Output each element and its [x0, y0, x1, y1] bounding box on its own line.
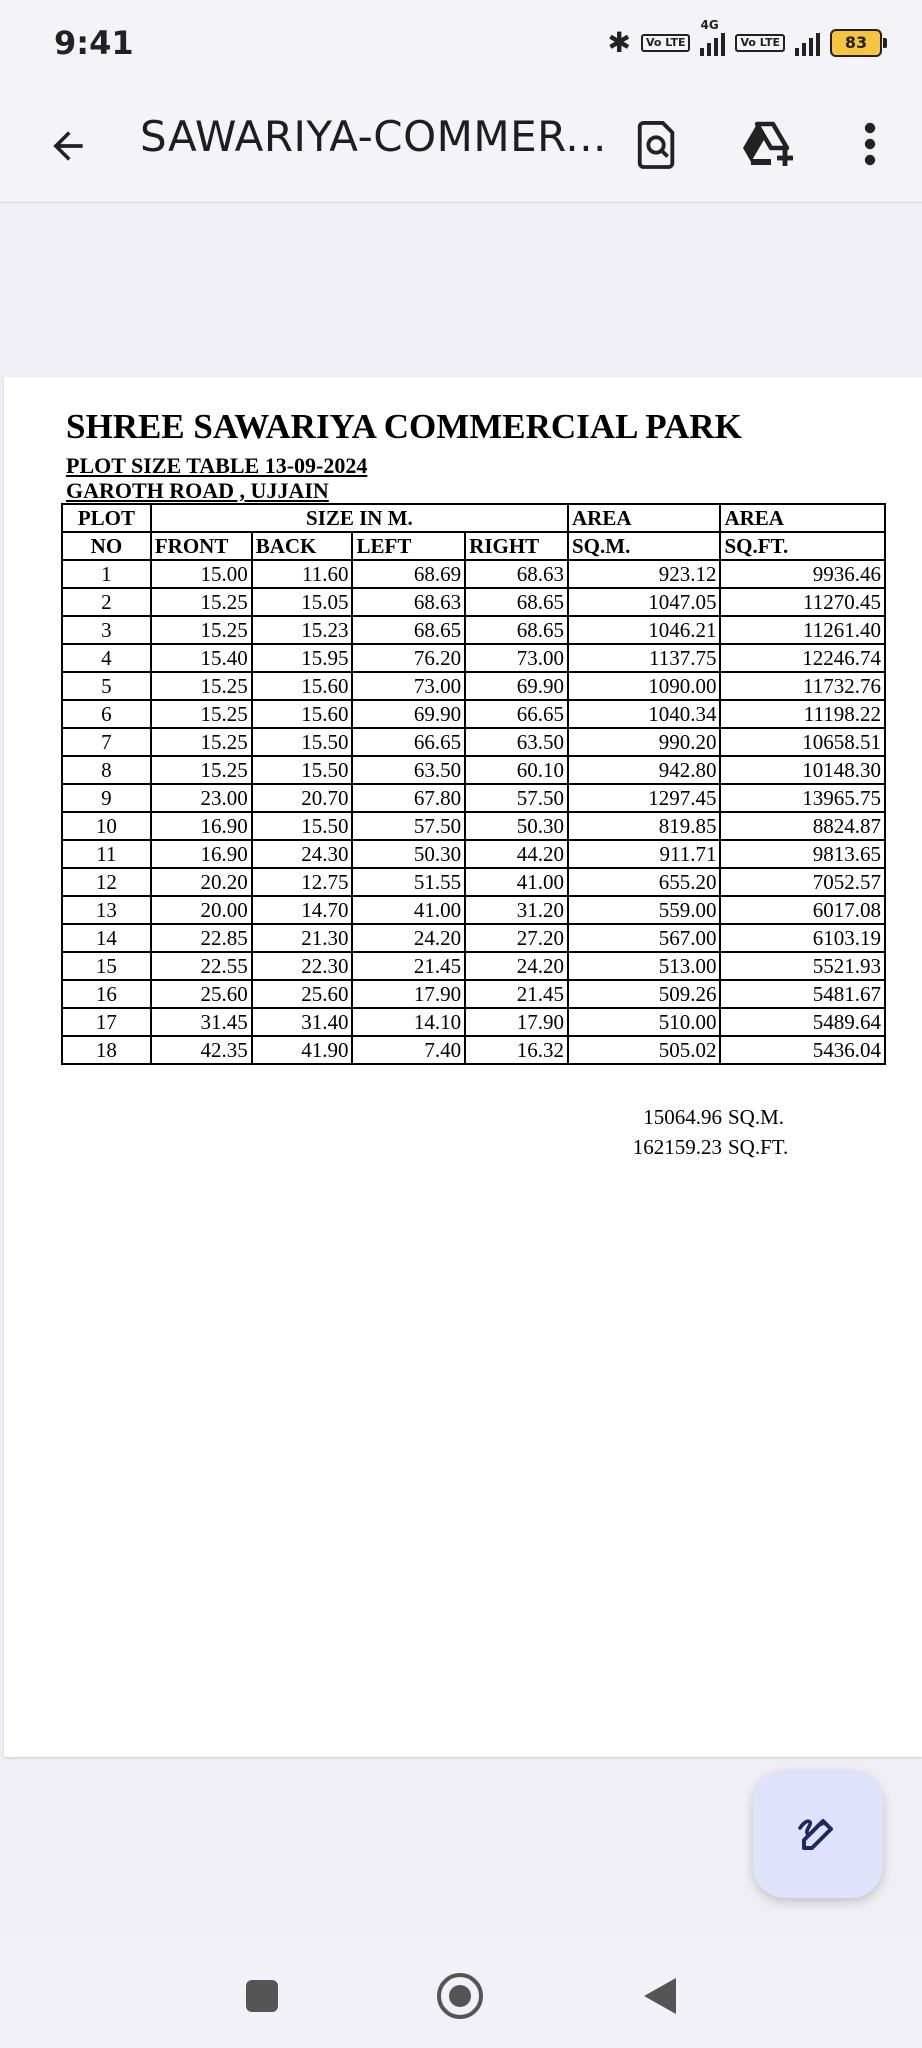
network-type: 4G: [700, 17, 719, 32]
cell-area-sqm: 510.00: [568, 1008, 720, 1036]
cell-area-sqm: 1047.05: [568, 588, 720, 616]
cell-area-sqm: 505.02: [568, 1036, 720, 1064]
cell-left: 66.65: [352, 728, 465, 756]
system-back-button[interactable]: [632, 1968, 688, 2024]
signal-icon-2: [795, 30, 820, 56]
cell-right: 31.20: [465, 896, 568, 924]
cell-back: 12.75: [252, 868, 353, 896]
area-totals: [544, 1102, 788, 1162]
cell-area-sqft: 5481.67: [720, 980, 885, 1008]
recent-apps-button[interactable]: [234, 1968, 290, 2024]
cell-front: 15.40: [151, 644, 252, 672]
cell-front: 16.90: [151, 812, 252, 840]
cell-right: 66.65: [465, 700, 568, 728]
system-nav-bar: [0, 1938, 922, 2048]
cell-plot-no: 3: [62, 616, 151, 644]
cell-left: 68.65: [352, 616, 465, 644]
cell-plot-no: 1: [62, 560, 151, 588]
table-header-row-2: [62, 532, 885, 560]
header-area-1: AREA: [568, 504, 720, 532]
cell-area-sqft: 11261.40: [720, 616, 885, 644]
cell-area-sqft: 6017.08: [720, 896, 885, 924]
cell-plot-no: 9: [62, 784, 151, 812]
table-row: [62, 1036, 885, 1064]
table-header-row-1: [62, 504, 885, 532]
cell-back: 11.60: [252, 560, 353, 588]
back-button[interactable]: [40, 118, 96, 174]
cell-front: 20.20: [151, 868, 252, 896]
table-row: [62, 756, 885, 784]
cell-back: 22.30: [252, 952, 353, 980]
total-sqm-value: 15064.96: [643, 1105, 722, 1129]
table-row: [62, 560, 885, 588]
cell-left: 76.20: [352, 644, 465, 672]
table-body: [62, 560, 885, 1064]
pdf-page: [4, 377, 922, 1757]
app-bar: [0, 90, 922, 203]
cell-left: 14.10: [352, 1008, 465, 1036]
cell-front: 15.00: [151, 560, 252, 588]
header-no: NO: [62, 532, 151, 560]
cell-back: 15.50: [252, 756, 353, 784]
cell-right: 69.90: [465, 672, 568, 700]
cell-area-sqm: 911.71: [568, 840, 720, 868]
cell-plot-no: 5: [62, 672, 151, 700]
cell-back: 15.60: [252, 672, 353, 700]
cell-area-sqm: 1297.45: [568, 784, 720, 812]
cell-right: 50.30: [465, 812, 568, 840]
cell-front: 23.00: [151, 784, 252, 812]
cell-area-sqft: 5521.93: [720, 952, 885, 980]
cell-area-sqm: 1040.34: [568, 700, 720, 728]
plot-size-table: [61, 503, 886, 1065]
cell-area-sqm: 819.85: [568, 812, 720, 840]
cell-area-sqm: 567.00: [568, 924, 720, 952]
cell-plot-no: 12: [62, 868, 151, 896]
cell-area-sqm: 942.80: [568, 756, 720, 784]
cell-left: 57.50: [352, 812, 465, 840]
total-sqm-row: [544, 1102, 788, 1132]
table-row: [62, 980, 885, 1008]
cell-front: 22.85: [151, 924, 252, 952]
cell-front: 15.25: [151, 728, 252, 756]
home-button[interactable]: [432, 1968, 488, 2024]
cell-left: 7.40: [352, 1036, 465, 1064]
cell-front: 42.35: [151, 1036, 252, 1064]
table-row: [62, 588, 885, 616]
header-sqft: SQ.FT.: [720, 532, 885, 560]
cell-right: 41.00: [465, 868, 568, 896]
cell-back: 15.95: [252, 644, 353, 672]
arrow-left-icon: [46, 124, 90, 168]
cell-plot-no: 13: [62, 896, 151, 924]
header-sqm: SQ.M.: [568, 532, 720, 560]
cell-back: 21.30: [252, 924, 353, 952]
home-icon: [435, 1971, 485, 2021]
status-bar: [0, 0, 922, 90]
cell-back: 14.70: [252, 896, 353, 924]
doc-search-icon: [634, 118, 680, 170]
table-row: [62, 616, 885, 644]
cell-right: 17.90: [465, 1008, 568, 1036]
cell-right: 73.00: [465, 644, 568, 672]
cell-back: 15.50: [252, 728, 353, 756]
battery-icon: [830, 29, 882, 57]
cell-right: 24.20: [465, 952, 568, 980]
address-line: GAROTH ROAD , UJJAIN: [66, 478, 329, 503]
signal-icon: [700, 17, 725, 56]
cell-area-sqft: 5489.64: [720, 1008, 885, 1036]
cell-area-sqm: 513.00: [568, 952, 720, 980]
cell-area-sqm: 923.12: [568, 560, 720, 588]
table-row: [62, 700, 885, 728]
table-row: [62, 952, 885, 980]
cell-right: 16.32: [465, 1036, 568, 1064]
cell-front: 15.25: [151, 616, 252, 644]
more-options-button[interactable]: [838, 112, 902, 176]
cell-right: 63.50: [465, 728, 568, 756]
cell-left: 73.00: [352, 672, 465, 700]
save-to-drive-button[interactable]: [737, 112, 801, 176]
cell-area-sqft: 10658.51: [720, 728, 885, 756]
cell-front: 15.25: [151, 700, 252, 728]
cell-area-sqm: 1090.00: [568, 672, 720, 700]
total-sqft-value: 162159.23: [632, 1135, 722, 1159]
cell-left: 17.90: [352, 980, 465, 1008]
cell-front: 16.90: [151, 840, 252, 868]
cell-area-sqft: 13965.75: [720, 784, 885, 812]
table-row: [62, 784, 885, 812]
cell-area-sqm: 559.00: [568, 896, 720, 924]
cell-left: 21.45: [352, 952, 465, 980]
cell-plot-no: 8: [62, 756, 151, 784]
table-row: [62, 896, 885, 924]
cell-front: 31.45: [151, 1008, 252, 1036]
cell-left: 24.20: [352, 924, 465, 952]
volte-icon: Vo LTE: [641, 34, 691, 52]
header-area-2: AREA: [720, 504, 885, 532]
cell-front: 25.60: [151, 980, 252, 1008]
header-back: BACK: [252, 532, 353, 560]
recent-apps-icon: [244, 1978, 280, 2014]
cell-area-sqm: 990.20: [568, 728, 720, 756]
cell-area-sqft: 8824.87: [720, 812, 885, 840]
cell-left: 68.69: [352, 560, 465, 588]
cell-plot-no: 4: [62, 644, 151, 672]
cell-area-sqm: 1137.75: [568, 644, 720, 672]
cell-right: 21.45: [465, 980, 568, 1008]
table-row: [62, 1008, 885, 1036]
cell-front: 20.00: [151, 896, 252, 924]
cell-back: 24.30: [252, 840, 353, 868]
document-viewer[interactable]: [0, 203, 922, 1938]
cell-back: 15.60: [252, 700, 353, 728]
cell-front: 15.25: [151, 756, 252, 784]
cell-plot-no: 10: [62, 812, 151, 840]
cell-left: 50.30: [352, 840, 465, 868]
cell-area-sqft: 11198.22: [720, 700, 885, 728]
cell-left: 68.63: [352, 588, 465, 616]
cell-plot-no: 6: [62, 700, 151, 728]
cell-plot-no: 7: [62, 728, 151, 756]
volte-icon-2: Vo LTE: [735, 34, 785, 52]
cell-left: 67.80: [352, 784, 465, 812]
cell-area-sqft: 6103.19: [720, 924, 885, 952]
header-left: LEFT: [352, 532, 465, 560]
status-icons: [607, 17, 883, 59]
edit-fab-button[interactable]: [753, 1770, 883, 1898]
cell-back: 41.90: [252, 1036, 353, 1064]
cell-front: 15.25: [151, 588, 252, 616]
cell-right: 57.50: [465, 784, 568, 812]
cell-left: 69.90: [352, 700, 465, 728]
table-row: [62, 644, 885, 672]
edit-pen-icon: [794, 1810, 842, 1858]
cell-area-sqft: 7052.57: [720, 868, 885, 896]
header-right: RIGHT: [465, 532, 568, 560]
cell-back: 15.05: [252, 588, 353, 616]
cell-area-sqm: 655.20: [568, 868, 720, 896]
cell-left: 63.50: [352, 756, 465, 784]
battery-level: 83: [844, 33, 868, 52]
cell-plot-no: 15: [62, 952, 151, 980]
document-heading: SHREE SAWARIYA COMMERCIAL PARK: [66, 407, 742, 446]
cell-back: 25.60: [252, 980, 353, 1008]
cell-area-sqft: 11732.76: [720, 672, 885, 700]
cell-area-sqft: 12246.74: [720, 644, 885, 672]
cell-plot-no: 2: [62, 588, 151, 616]
cell-area-sqft: 5436.04: [720, 1036, 885, 1064]
cell-plot-no: 17: [62, 1008, 151, 1036]
cell-right: 68.65: [465, 616, 568, 644]
more-vert-icon: [864, 122, 876, 166]
table-row: [62, 924, 885, 952]
cell-left: 41.00: [352, 896, 465, 924]
cell-plot-no: 11: [62, 840, 151, 868]
cell-right: 44.20: [465, 840, 568, 868]
cell-right: 68.63: [465, 560, 568, 588]
cell-plot-no: 18: [62, 1036, 151, 1064]
cell-back: 20.70: [252, 784, 353, 812]
cell-back: 31.40: [252, 1008, 353, 1036]
table-row: [62, 672, 885, 700]
back-triangle-icon: [642, 1976, 678, 2016]
table-row: [62, 728, 885, 756]
cell-area-sqft: 10148.30: [720, 756, 885, 784]
cell-front: 22.55: [151, 952, 252, 980]
cell-area-sqft: 9813.65: [720, 840, 885, 868]
cell-area-sqm: 1046.21: [568, 616, 720, 644]
bluetooth-icon: ✱: [607, 26, 631, 59]
drive-add-icon: [741, 119, 797, 169]
total-sqft-row: [544, 1132, 788, 1162]
table-subtitle: PLOT SIZE TABLE 13-09-2024: [66, 453, 368, 478]
cell-front: 15.25: [151, 672, 252, 700]
cell-area-sqft: 11270.45: [720, 588, 885, 616]
header-size: SIZE IN M.: [151, 504, 568, 532]
total-sqft-unit: SQ.FT.: [728, 1135, 789, 1159]
cell-back: 15.50: [252, 812, 353, 840]
header-front: FRONT: [151, 532, 252, 560]
cell-area-sqm: 509.26: [568, 980, 720, 1008]
header-plot: PLOT: [62, 504, 151, 532]
cell-right: 68.65: [465, 588, 568, 616]
status-time: 9:41: [54, 24, 134, 62]
total-sqm-unit: SQ.M.: [728, 1105, 785, 1129]
table-row: [62, 812, 885, 840]
cell-back: 15.23: [252, 616, 353, 644]
table-row: [62, 868, 885, 896]
cell-left: 51.55: [352, 868, 465, 896]
cell-plot-no: 16: [62, 980, 151, 1008]
document-title: SAWARIYA-COMMER...: [140, 112, 607, 161]
cell-plot-no: 14: [62, 924, 151, 952]
search-in-doc-button[interactable]: [625, 112, 689, 176]
cell-right: 60.10: [465, 756, 568, 784]
cell-right: 27.20: [465, 924, 568, 952]
cell-area-sqft: 9936.46: [720, 560, 885, 588]
table-row: [62, 840, 885, 868]
